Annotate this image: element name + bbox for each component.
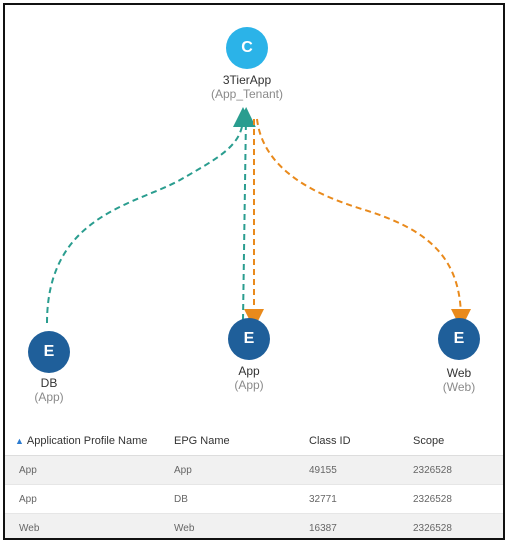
epg-label-web — [389, 366, 505, 394]
cell-epg-name: Web — [174, 522, 195, 534]
column-header-epg-name[interactable]: EPG Name — [174, 435, 230, 447]
epg-label-app — [179, 364, 319, 392]
epg-topology-panel — [3, 3, 505, 540]
link-tenant-to-web — [257, 119, 461, 319]
tenant-sub: (App_Tenant) — [210, 87, 284, 101]
table-header — [5, 427, 503, 456]
epg-node-web[interactable] — [438, 318, 480, 360]
topology-view — [5, 5, 505, 425]
cell-epg-name: App — [174, 464, 192, 476]
cell-app-profile: App — [19, 464, 37, 476]
epg-sub: (Web) — [442, 380, 476, 394]
cell-class-id: 16387 — [309, 522, 337, 534]
table-row[interactable] — [5, 485, 503, 514]
epg-name: DB — [40, 376, 58, 390]
cell-app-profile: Web — [19, 522, 40, 534]
topology-links — [5, 5, 505, 425]
table-row[interactable] — [5, 514, 503, 540]
cell-class-id: 32771 — [309, 493, 337, 505]
epg-glyph: E — [243, 330, 255, 347]
table-row[interactable] — [5, 456, 503, 485]
column-header-class-id[interactable]: Class ID — [309, 435, 351, 447]
epg-node-db[interactable] — [28, 331, 70, 373]
epg-table — [5, 427, 503, 540]
sort-ascending-icon[interactable]: ▲ — [15, 436, 24, 446]
epg-glyph: E — [453, 330, 465, 347]
tenant-glyph: C — [241, 39, 253, 56]
epg-sub: (App) — [234, 378, 264, 392]
column-header-scope[interactable]: Scope — [413, 435, 445, 447]
epg-sub: (App) — [34, 390, 64, 404]
cell-app-profile: App — [19, 493, 37, 505]
tenant-node[interactable] — [226, 27, 268, 69]
link-app-to-tenant — [243, 117, 246, 320]
cell-class-id: 49155 — [309, 464, 337, 476]
tenant-name: 3TierApp — [222, 73, 272, 87]
link-db-to-tenant — [47, 117, 243, 323]
cell-epg-name: DB — [174, 493, 188, 505]
epg-node-app[interactable] — [228, 318, 270, 360]
epg-label-db — [3, 376, 119, 404]
table-body — [5, 456, 503, 540]
epg-name: Web — [446, 366, 472, 380]
column-header-app-profile[interactable]: ▲ Application Profile Name — [15, 435, 148, 447]
cell-scope: 2326528 — [413, 493, 452, 505]
epg-name: App — [238, 364, 260, 378]
tenant-label — [177, 73, 317, 101]
epg-glyph: E — [43, 343, 55, 360]
cell-scope: 2326528 — [413, 464, 452, 476]
cell-scope: 2326528 — [413, 522, 452, 534]
